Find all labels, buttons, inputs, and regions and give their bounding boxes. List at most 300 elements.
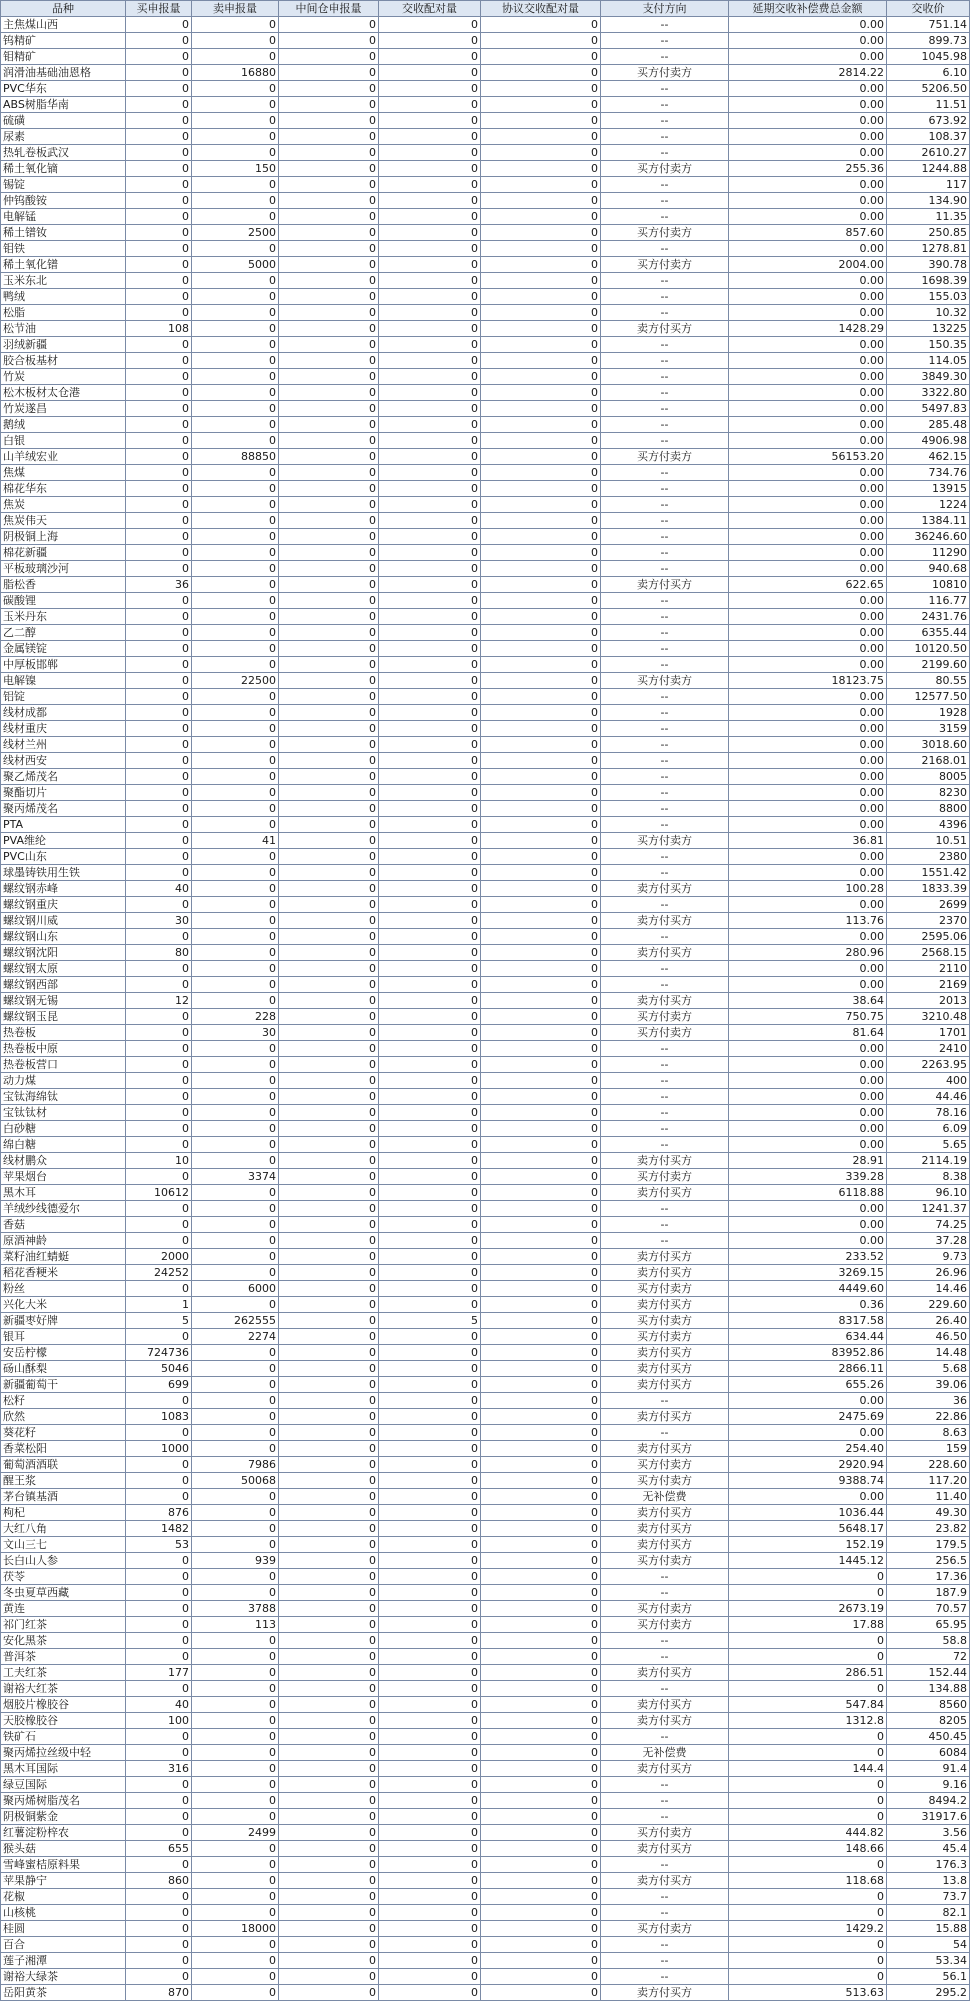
variety-cell: 焦炭: [1, 497, 126, 513]
delivery-matched-cell: 0: [379, 1185, 481, 1201]
variety-cell: 长白山人参: [1, 1553, 126, 1569]
buy-declared-cell: 0: [126, 1233, 192, 1249]
delivery-price-cell: 150.35: [887, 337, 970, 353]
sell-declared-cell: 0: [192, 1201, 279, 1217]
buy-declared-cell: 0: [126, 1073, 192, 1089]
delivery-price-cell: 80.55: [887, 673, 970, 689]
agreement-matched-cell: 0: [481, 1233, 601, 1249]
compensation-total-cell: 0.00: [729, 657, 887, 673]
variety-cell: 润滑油基础油恩格: [1, 65, 126, 81]
compensation-total-cell: 0.00: [729, 1217, 887, 1233]
intermediate-declared-cell: 0: [279, 337, 379, 353]
payment-direction-cell: 卖方付买方: [601, 321, 729, 337]
payment-direction-cell: 卖方付买方: [601, 1505, 729, 1521]
table-row: [1, 769, 970, 785]
delivery-matched-cell: 0: [379, 993, 481, 1009]
payment-direction-cell: 卖方付买方: [601, 1537, 729, 1553]
table-row: [1, 1489, 970, 1505]
delivery-matched-cell: 0: [379, 1569, 481, 1585]
delivery-price-cell: 11.35: [887, 209, 970, 225]
payment-direction-cell: 卖方付买方: [601, 1377, 729, 1393]
table-row: [1, 113, 970, 129]
intermediate-declared-cell: 0: [279, 1777, 379, 1793]
variety-cell: 平板玻璃沙河: [1, 561, 126, 577]
delivery-price-cell: 44.46: [887, 1089, 970, 1105]
agreement-matched-cell: 0: [481, 1793, 601, 1809]
payment-direction-cell: --: [601, 1953, 729, 1969]
compensation-total-cell: 0.00: [729, 401, 887, 417]
agreement-matched-cell: 0: [481, 1393, 601, 1409]
variety-cell: 百合: [1, 1937, 126, 1953]
agreement-matched-cell: 0: [481, 33, 601, 49]
intermediate-declared-cell: 0: [279, 513, 379, 529]
delivery-matched-cell: 0: [379, 881, 481, 897]
sell-declared-cell: 150: [192, 161, 279, 177]
sell-declared-cell: 0: [192, 1489, 279, 1505]
intermediate-declared-cell: 0: [279, 241, 379, 257]
compensation-total-cell: 0.00: [729, 1137, 887, 1153]
sell-declared-cell: 0: [192, 1057, 279, 1073]
delivery-matched-cell: 0: [379, 1489, 481, 1505]
delivery-matched-cell: 0: [379, 1777, 481, 1793]
compensation-total-cell: 0.00: [729, 689, 887, 705]
compensation-total-cell: 0: [729, 1569, 887, 1585]
agreement-matched-cell: 0: [481, 481, 601, 497]
buy-declared-cell: 0: [126, 609, 192, 625]
buy-declared-cell: 0: [126, 353, 192, 369]
compensation-total-cell: 547.84: [729, 1697, 887, 1713]
compensation-total-cell: 0.00: [729, 97, 887, 113]
delivery-matched-cell: 0: [379, 1825, 481, 1841]
payment-direction-cell: --: [601, 1889, 729, 1905]
intermediate-declared-cell: 0: [279, 177, 379, 193]
delivery-price-cell: 155.03: [887, 289, 970, 305]
delivery-price-cell: 4396: [887, 817, 970, 833]
delivery-matched-cell: 0: [379, 673, 481, 689]
delivery-matched-cell: 0: [379, 961, 481, 977]
delivery-matched-cell: 0: [379, 1121, 481, 1137]
variety-cell: 螺纹钢玉昆: [1, 1009, 126, 1025]
variety-cell: 欣然: [1, 1409, 126, 1425]
sell-declared-cell: 0: [192, 1265, 279, 1281]
variety-cell: 松木板材太仓港: [1, 385, 126, 401]
sell-declared-cell: 0: [192, 97, 279, 113]
sell-declared-cell: 0: [192, 1041, 279, 1057]
delivery-price-cell: 70.57: [887, 1601, 970, 1617]
delivery-price-cell: 3159: [887, 721, 970, 737]
delivery-price-cell: 31917.6: [887, 1809, 970, 1825]
delivery-price-cell: 45.4: [887, 1841, 970, 1857]
delivery-matched-cell: 0: [379, 1857, 481, 1873]
variety-cell: 羽绒新疆: [1, 337, 126, 353]
payment-direction-cell: 买方付卖方: [601, 257, 729, 273]
agreement-matched-cell: 0: [481, 1249, 601, 1265]
agreement-matched-cell: 0: [481, 1009, 601, 1025]
intermediate-declared-cell: 0: [279, 81, 379, 97]
table-row: [1, 1393, 970, 1409]
delivery-matched-cell: 0: [379, 81, 481, 97]
delivery-matched-cell: 0: [379, 97, 481, 113]
sell-declared-cell: 0: [192, 177, 279, 193]
sell-declared-cell: 0: [192, 1121, 279, 1137]
delivery-matched-cell: 0: [379, 1713, 481, 1729]
table-row: [1, 401, 970, 417]
buy-declared-cell: 0: [126, 433, 192, 449]
payment-direction-cell: 买方付卖方: [601, 65, 729, 81]
sell-declared-cell: 0: [192, 1937, 279, 1953]
compensation-total-cell: 0.00: [729, 433, 887, 449]
delivery-matched-cell: 0: [379, 305, 481, 321]
sell-declared-cell: 0: [192, 81, 279, 97]
compensation-total-cell: 1428.29: [729, 321, 887, 337]
intermediate-declared-cell: 0: [279, 113, 379, 129]
delivery-matched-cell: 0: [379, 465, 481, 481]
compensation-total-cell: 0: [729, 1953, 887, 1969]
variety-cell: 醒王浆: [1, 1473, 126, 1489]
buy-declared-cell: 0: [126, 209, 192, 225]
buy-declared-cell: 0: [126, 481, 192, 497]
buy-declared-cell: 0: [126, 673, 192, 689]
variety-cell: 黄连: [1, 1601, 126, 1617]
agreement-matched-cell: 0: [481, 1169, 601, 1185]
variety-cell: 聚丙烯茂名: [1, 801, 126, 817]
intermediate-declared-cell: 0: [279, 561, 379, 577]
buy-declared-cell: 0: [126, 241, 192, 257]
sell-declared-cell: 0: [192, 769, 279, 785]
sell-declared-cell: 7986: [192, 1457, 279, 1473]
delivery-matched-cell: 0: [379, 1009, 481, 1025]
table-row: [1, 1137, 970, 1153]
table-row: [1, 1025, 970, 1041]
table-row: [1, 929, 970, 945]
compensation-total-cell: 152.19: [729, 1537, 887, 1553]
delivery-price-cell: 5.68: [887, 1361, 970, 1377]
compensation-total-cell: 0.00: [729, 1105, 887, 1121]
agreement-matched-cell: 0: [481, 465, 601, 481]
table-row: [1, 337, 970, 353]
table-row: [1, 785, 970, 801]
variety-cell: 谢裕大绿茶: [1, 1969, 126, 1985]
agreement-matched-cell: 0: [481, 401, 601, 417]
variety-cell: 电解镍: [1, 673, 126, 689]
delivery-matched-cell: 0: [379, 1633, 481, 1649]
compensation-total-cell: 0: [729, 1809, 887, 1825]
payment-direction-cell: --: [601, 545, 729, 561]
variety-cell: 铝锭: [1, 689, 126, 705]
payment-direction-cell: --: [601, 817, 729, 833]
sell-declared-cell: 0: [192, 1649, 279, 1665]
payment-direction-cell: --: [601, 1569, 729, 1585]
delivery-matched-cell: 0: [379, 337, 481, 353]
intermediate-declared-cell: 0: [279, 1441, 379, 1457]
variety-cell: 热卷板: [1, 1025, 126, 1041]
delivery-matched-cell: 0: [379, 849, 481, 865]
buy-declared-cell: 0: [126, 257, 192, 273]
delivery-matched-cell: 0: [379, 625, 481, 641]
compensation-total-cell: 0.00: [729, 353, 887, 369]
buy-declared-cell: 0: [126, 1425, 192, 1441]
variety-cell: 工夫红茶: [1, 1665, 126, 1681]
compensation-total-cell: 0.00: [729, 977, 887, 993]
intermediate-declared-cell: 0: [279, 1569, 379, 1585]
sell-declared-cell: 0: [192, 209, 279, 225]
compensation-total-cell: 750.75: [729, 1009, 887, 1025]
payment-direction-cell: --: [601, 961, 729, 977]
payment-direction-cell: 买方付卖方: [601, 1553, 729, 1569]
delivery-price-cell: 12577.50: [887, 689, 970, 705]
intermediate-declared-cell: 0: [279, 1841, 379, 1857]
agreement-matched-cell: 0: [481, 1057, 601, 1073]
delivery-price-cell: 5.65: [887, 1137, 970, 1153]
table-row: [1, 657, 970, 673]
payment-direction-cell: 买方付卖方: [601, 1473, 729, 1489]
delivery-price-cell: 1384.11: [887, 513, 970, 529]
delivery-price-cell: 295.2: [887, 1985, 970, 2001]
buy-declared-cell: 0: [126, 657, 192, 673]
variety-cell: 热轧卷板武汉: [1, 145, 126, 161]
compensation-total-cell: 0.00: [729, 241, 887, 257]
variety-cell: 稀土氧化镨: [1, 257, 126, 273]
sell-declared-cell: 0: [192, 1889, 279, 1905]
variety-cell: 锡锭: [1, 177, 126, 193]
compensation-total-cell: 0.00: [729, 625, 887, 641]
delivery-matched-cell: 0: [379, 1201, 481, 1217]
table-row: [1, 369, 970, 385]
agreement-matched-cell: 0: [481, 657, 601, 673]
intermediate-declared-cell: 0: [279, 1697, 379, 1713]
payment-direction-cell: --: [601, 657, 729, 673]
variety-cell: 棉花华东: [1, 481, 126, 497]
agreement-matched-cell: 0: [481, 1297, 601, 1313]
payment-direction-cell: 买方付卖方: [601, 1169, 729, 1185]
agreement-matched-cell: 0: [481, 1617, 601, 1633]
buy-declared-cell: 0: [126, 177, 192, 193]
buy-declared-cell: 0: [126, 465, 192, 481]
sell-declared-cell: 0: [192, 1409, 279, 1425]
intermediate-declared-cell: 0: [279, 1409, 379, 1425]
delivery-matched-cell: 0: [379, 1281, 481, 1297]
sell-declared-cell: 0: [192, 1793, 279, 1809]
intermediate-declared-cell: 0: [279, 1201, 379, 1217]
buy-declared-cell: 10: [126, 1153, 192, 1169]
buy-declared-cell: 860: [126, 1873, 192, 1889]
payment-direction-cell: --: [601, 17, 729, 33]
delivery-matched-cell: 0: [379, 1409, 481, 1425]
sell-declared-cell: 0: [192, 337, 279, 353]
delivery-matched-cell: 0: [379, 865, 481, 881]
compensation-total-cell: 0.00: [729, 961, 887, 977]
payment-direction-cell: --: [601, 1121, 729, 1137]
buy-declared-cell: 0: [126, 497, 192, 513]
agreement-matched-cell: 0: [481, 1377, 601, 1393]
agreement-matched-cell: 0: [481, 1105, 601, 1121]
table-row: [1, 705, 970, 721]
compensation-total-cell: 0.00: [729, 1121, 887, 1137]
sell-declared-cell: 0: [192, 625, 279, 641]
compensation-total-cell: 339.28: [729, 1169, 887, 1185]
delivery-price-cell: 2568.15: [887, 945, 970, 961]
sell-declared-cell: 0: [192, 49, 279, 65]
delivery-matched-cell: 0: [379, 753, 481, 769]
delivery-price-cell: 37.28: [887, 1233, 970, 1249]
compensation-total-cell: 0.00: [729, 385, 887, 401]
agreement-matched-cell: 0: [481, 1217, 601, 1233]
payment-direction-cell: --: [601, 289, 729, 305]
intermediate-declared-cell: 0: [279, 353, 379, 369]
variety-cell: 普洱茶: [1, 1649, 126, 1665]
delivery-matched-cell: 0: [379, 1249, 481, 1265]
buy-declared-cell: 0: [126, 289, 192, 305]
variety-cell: 山羊绒宏业: [1, 449, 126, 465]
payment-direction-cell: 卖方付买方: [601, 1985, 729, 2001]
intermediate-declared-cell: 0: [279, 145, 379, 161]
sell-declared-cell: 0: [192, 865, 279, 881]
compensation-total-cell: 0.00: [729, 801, 887, 817]
intermediate-declared-cell: 0: [279, 1937, 379, 1953]
delivery-price-cell: 74.25: [887, 1217, 970, 1233]
payment-direction-cell: 卖方付买方: [601, 881, 729, 897]
delivery-price-cell: 1241.37: [887, 1201, 970, 1217]
table-row: [1, 833, 970, 849]
compensation-total-cell: 0: [729, 1793, 887, 1809]
intermediate-declared-cell: 0: [279, 33, 379, 49]
delivery-price-cell: 159: [887, 1441, 970, 1457]
buy-declared-cell: 0: [126, 129, 192, 145]
table-row: [1, 1185, 970, 1201]
sell-declared-cell: 0: [192, 737, 279, 753]
buy-declared-cell: 0: [126, 769, 192, 785]
payment-direction-cell: --: [601, 417, 729, 433]
delivery-price-cell: 114.05: [887, 353, 970, 369]
delivery-matched-cell: 0: [379, 1425, 481, 1441]
delivery-price-cell: 400: [887, 1073, 970, 1089]
sell-declared-cell: 262555: [192, 1313, 279, 1329]
sell-declared-cell: 0: [192, 1393, 279, 1409]
table-row: [1, 1249, 970, 1265]
intermediate-declared-cell: 0: [279, 1681, 379, 1697]
payment-direction-cell: --: [601, 897, 729, 913]
agreement-matched-cell: 0: [481, 321, 601, 337]
agreement-matched-cell: 0: [481, 913, 601, 929]
intermediate-declared-cell: 0: [279, 993, 379, 1009]
delivery-matched-cell: 0: [379, 705, 481, 721]
payment-direction-cell: --: [601, 1793, 729, 1809]
variety-cell: 新疆枣好牌: [1, 1313, 126, 1329]
table-row: [1, 1921, 970, 1937]
delivery-matched-cell: 0: [379, 1265, 481, 1281]
intermediate-declared-cell: 0: [279, 577, 379, 593]
compensation-total-cell: 0.00: [729, 1089, 887, 1105]
delivery-price-cell: 3322.80: [887, 385, 970, 401]
buy-declared-cell: 0: [126, 113, 192, 129]
sell-declared-cell: 0: [192, 1761, 279, 1777]
compensation-total-cell: 634.44: [729, 1329, 887, 1345]
variety-cell: 山核桃: [1, 1905, 126, 1921]
payment-direction-cell: --: [601, 369, 729, 385]
agreement-matched-cell: 0: [481, 529, 601, 545]
payment-direction-cell: --: [601, 625, 729, 641]
variety-cell: 安岳柠檬: [1, 1345, 126, 1361]
sell-declared-cell: 0: [192, 113, 279, 129]
variety-cell: 钨精矿: [1, 33, 126, 49]
compensation-total-cell: 0.00: [729, 177, 887, 193]
delivery-price-cell: 8.38: [887, 1169, 970, 1185]
delivery-price-cell: 734.76: [887, 465, 970, 481]
delivery-matched-cell: 0: [379, 1457, 481, 1473]
intermediate-declared-cell: 0: [279, 689, 379, 705]
table-row: [1, 1937, 970, 1953]
agreement-matched-cell: 0: [481, 865, 601, 881]
buy-declared-cell: 316: [126, 1761, 192, 1777]
agreement-matched-cell: 0: [481, 1441, 601, 1457]
agreement-matched-cell: 0: [481, 769, 601, 785]
delivery-price-cell: 2431.76: [887, 609, 970, 625]
sell-declared-cell: 0: [192, 1905, 279, 1921]
table-row: [1, 945, 970, 961]
header-agreement-matched: 协议交收配对量: [481, 1, 601, 17]
delivery-price-cell: 116.77: [887, 593, 970, 609]
sell-declared-cell: 0: [192, 817, 279, 833]
delivery-price-cell: 49.30: [887, 1505, 970, 1521]
buy-declared-cell: 0: [126, 625, 192, 641]
agreement-matched-cell: 0: [481, 1825, 601, 1841]
payment-direction-cell: --: [601, 129, 729, 145]
sell-declared-cell: 3374: [192, 1169, 279, 1185]
delivery-matched-cell: 0: [379, 577, 481, 593]
agreement-matched-cell: 0: [481, 1041, 601, 1057]
agreement-matched-cell: 0: [481, 1089, 601, 1105]
delivery-matched-cell: 0: [379, 833, 481, 849]
intermediate-declared-cell: 0: [279, 721, 379, 737]
intermediate-declared-cell: 0: [279, 753, 379, 769]
sell-declared-cell: 0: [192, 193, 279, 209]
delivery-matched-cell: 0: [379, 769, 481, 785]
agreement-matched-cell: 0: [481, 241, 601, 257]
table-row: [1, 961, 970, 977]
compensation-total-cell: 2673.19: [729, 1601, 887, 1617]
compensation-total-cell: 2475.69: [729, 1409, 887, 1425]
compensation-total-cell: 0.00: [729, 849, 887, 865]
table-row: [1, 481, 970, 497]
table-row: [1, 529, 970, 545]
payment-direction-cell: --: [601, 1041, 729, 1057]
table-row: [1, 1041, 970, 1057]
delivery-matched-cell: 0: [379, 241, 481, 257]
compensation-total-cell: 28.91: [729, 1153, 887, 1169]
sell-declared-cell: 0: [192, 33, 279, 49]
intermediate-declared-cell: 0: [279, 865, 379, 881]
payment-direction-cell: --: [601, 337, 729, 353]
intermediate-declared-cell: 0: [279, 1857, 379, 1873]
sell-declared-cell: 0: [192, 897, 279, 913]
delivery-price-cell: 72: [887, 1649, 970, 1665]
agreement-matched-cell: 0: [481, 161, 601, 177]
variety-cell: 脂松香: [1, 577, 126, 593]
variety-cell: 碳酸锂: [1, 593, 126, 609]
sell-declared-cell: 0: [192, 1441, 279, 1457]
delivery-price-cell: 3.56: [887, 1825, 970, 1841]
intermediate-declared-cell: 0: [279, 817, 379, 833]
compensation-total-cell: 857.60: [729, 225, 887, 241]
delivery-matched-cell: 0: [379, 1297, 481, 1313]
variety-cell: 热卷板中原: [1, 1041, 126, 1057]
buy-declared-cell: 0: [126, 1905, 192, 1921]
buy-declared-cell: 0: [126, 1137, 192, 1153]
intermediate-declared-cell: 0: [279, 1297, 379, 1313]
table-row: [1, 177, 970, 193]
payment-direction-cell: --: [601, 721, 729, 737]
payment-direction-cell: 卖方付买方: [601, 1249, 729, 1265]
